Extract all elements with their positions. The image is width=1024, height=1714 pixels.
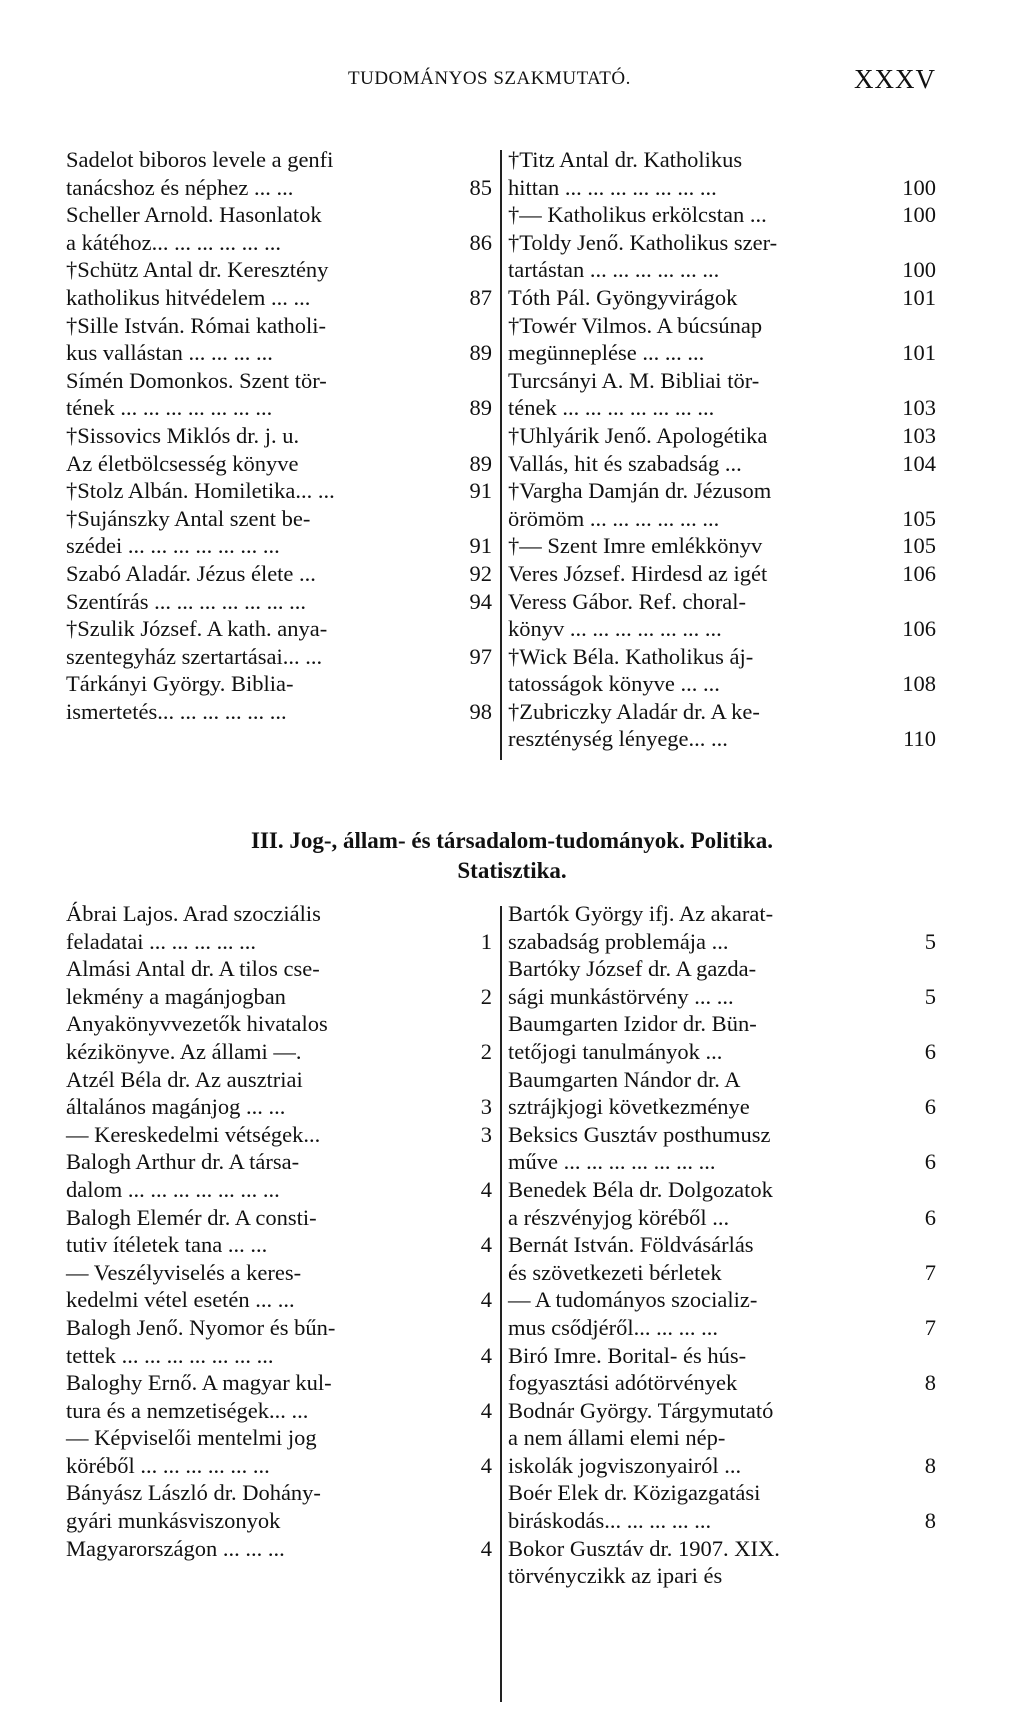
entry-title: Bányász László dr. Dohány- gyári munkásviszonyok Magyarországon ... ... ... bbox=[66, 1480, 321, 1561]
index-entry bbox=[66, 367, 494, 422]
entry-title: Biró Imre. Borital- és hús- fogyasztási adótörvények bbox=[508, 1342, 747, 1396]
page-number: XXXV bbox=[854, 64, 936, 94]
index-entry bbox=[66, 1148, 494, 1203]
entry-title: †— Katholikus erkölcstan ... bbox=[508, 202, 767, 228]
index-entry bbox=[66, 1314, 494, 1369]
entry-page-number: 1 bbox=[480, 928, 492, 954]
entry-page-number: 103 bbox=[902, 422, 936, 448]
entry-page-number: 94 bbox=[469, 588, 492, 614]
index-entry bbox=[66, 422, 494, 477]
index-entry bbox=[66, 1010, 494, 1065]
entry-title: Benedek Béla dr. Dolgozatok a részvényjog köréből ... bbox=[508, 1176, 773, 1230]
index-entry bbox=[508, 900, 938, 955]
entry-title: †Towér Vilmos. A búcsúnap megünneplése ... ... ... bbox=[508, 312, 763, 366]
entry-page-number: 5 bbox=[924, 928, 936, 954]
entry-page-number: 110 bbox=[903, 726, 936, 752]
index-entry bbox=[508, 1010, 938, 1065]
entry-page-number: 2 bbox=[480, 1038, 492, 1064]
entry-page-number: 4 bbox=[480, 1397, 492, 1423]
index-entry bbox=[66, 505, 494, 560]
entry-title: Szentírás ... ... ... ... ... ... ... bbox=[66, 588, 306, 614]
entry-page-number: 7 bbox=[924, 1314, 936, 1340]
entry-page-number: 89 bbox=[469, 450, 492, 476]
page-header bbox=[0, 64, 1024, 104]
entry-page-number: 3 bbox=[480, 1094, 492, 1120]
entry-title: Bokor Gusztáv dr. 1907. XIX. törvényczikk az ipari és bbox=[508, 1535, 780, 1589]
entry-title: Tóth Pál. Gyöngyvirágok bbox=[508, 284, 738, 310]
index-entry bbox=[66, 900, 494, 955]
entry-title: Veres József. Hirdesd az igét bbox=[508, 560, 768, 586]
entry-page-number: 4 bbox=[480, 1535, 492, 1561]
entry-title: Bartók György ifj. Az akarat- szabadság problemája ... bbox=[508, 901, 774, 954]
entry-title: Szabó Aladár. Jézus élete ... bbox=[66, 560, 316, 586]
entry-page-number: 100 bbox=[902, 257, 936, 283]
index-entry bbox=[508, 284, 938, 312]
entry-page-number: 89 bbox=[469, 395, 492, 421]
index-entry bbox=[508, 367, 938, 422]
index-entry bbox=[508, 1535, 938, 1590]
entry-page-number: 5 bbox=[924, 983, 936, 1009]
entry-title: Vallás, hit és szabadság ... bbox=[508, 450, 742, 476]
index-entry bbox=[508, 146, 938, 201]
entry-page-number: 4 bbox=[480, 1342, 492, 1368]
index-entry bbox=[66, 1204, 494, 1259]
index-entry bbox=[66, 560, 494, 588]
entry-title: Atzél Béla dr. Az ausztriai általános magánjog ... ... bbox=[66, 1066, 303, 1120]
entry-page-number: 87 bbox=[469, 284, 492, 310]
index-entry bbox=[66, 201, 494, 256]
entry-page-number: 8 bbox=[924, 1370, 936, 1396]
entry-title: †Sissovics Miklós dr. j. u. Az életbölcsesség könyve bbox=[66, 422, 300, 476]
entry-title: Veress Gábor. Ref. choral- könyv ... ... ... ... ... ... ... bbox=[508, 588, 747, 642]
entry-title: †Sujánszky Antal szent be- szédei ... ... ... ... ... ... ... bbox=[66, 505, 311, 559]
entry-page-number: 91 bbox=[469, 478, 492, 504]
index-entry bbox=[66, 1259, 494, 1314]
entry-title: Boér Elek dr. Közigazgatási biráskodás... ... ... ... ... bbox=[508, 1480, 761, 1534]
index-entry bbox=[508, 1286, 938, 1341]
entry-page-number: 105 bbox=[902, 533, 936, 559]
entry-page-number: 8 bbox=[924, 1508, 936, 1534]
entry-title: Baloghy Ernő. A magyar kul- tura és a nemzetiségek... ... bbox=[66, 1370, 332, 1423]
index-entry bbox=[508, 1342, 938, 1397]
entry-title: †Szulik József. A kath. anya- szentegyház szertartásai... ... bbox=[66, 616, 328, 669]
entry-title: Anyakönyvvezetők hivatalos kézikönyve. Az állami —. bbox=[66, 1011, 328, 1064]
entry-page-number: 2 bbox=[480, 983, 492, 1009]
index-entry bbox=[66, 1479, 494, 1562]
entry-page-number: 86 bbox=[469, 229, 492, 255]
index-column-bottom-left bbox=[66, 900, 494, 1562]
index-entry bbox=[508, 1479, 938, 1534]
entry-page-number: 4 bbox=[480, 1452, 492, 1478]
entry-page-number: 3 bbox=[480, 1121, 492, 1147]
index-entry bbox=[508, 229, 938, 284]
index-entry bbox=[66, 1369, 494, 1424]
entry-page-number: 97 bbox=[469, 643, 492, 669]
entry-title: — Veszélyviselés a keres- kedelmi vétel esetén ... ... bbox=[66, 1259, 302, 1313]
entry-page-number: 101 bbox=[902, 340, 936, 366]
entry-title: †Toldy Jenő. Katholikus szer- tartástan ... ... ... ... ... ... bbox=[508, 229, 778, 283]
index-entry bbox=[66, 312, 494, 367]
index-entry bbox=[66, 588, 494, 616]
index-entry bbox=[66, 1121, 494, 1149]
index-entry bbox=[66, 615, 494, 670]
index-column-top-left bbox=[66, 146, 494, 725]
entry-page-number: 4 bbox=[480, 1232, 492, 1258]
index-entry bbox=[66, 1066, 494, 1121]
entry-title: †Zubriczky Aladár dr. A ke- reszténység lényege... ... bbox=[508, 698, 760, 752]
column-divider-top bbox=[500, 150, 502, 760]
index-entry bbox=[66, 477, 494, 505]
entry-page-number: 104 bbox=[902, 450, 936, 476]
index-entry bbox=[508, 450, 938, 478]
running-title: TUDOMÁNYOS SZAKMUTATÓ. bbox=[348, 68, 631, 89]
entry-page-number: 6 bbox=[924, 1204, 936, 1230]
entry-title: Scheller Arnold. Hasonlatok a kátéhoz... ... ... ... ... ... bbox=[66, 202, 322, 255]
entry-page-number: 8 bbox=[924, 1452, 936, 1478]
index-entry bbox=[66, 1424, 494, 1479]
index-entry bbox=[508, 1121, 938, 1176]
index-entry bbox=[508, 698, 938, 753]
column-divider-bottom bbox=[500, 906, 502, 1702]
entry-page-number: 100 bbox=[902, 174, 936, 200]
index-column-top-right bbox=[508, 146, 938, 753]
entry-title: Balogh Jenő. Nyomor és bűn- tettek ... ... ... ... ... ... ... bbox=[66, 1314, 336, 1368]
entry-page-number: 6 bbox=[924, 1038, 936, 1064]
entry-title: Almási Antal dr. A tilos cse- lekmény a magánjogban bbox=[66, 956, 320, 1009]
entry-title: Balogh Arthur dr. A társa- dalom ... ... ... ... ... ... ... bbox=[66, 1149, 300, 1202]
entry-page-number: 92 bbox=[469, 560, 492, 586]
section-heading-line1: III. Jog-, állam- és társadalom-tudományok. Politika. bbox=[251, 828, 773, 853]
entry-title: Sadelot biboros levele a genfi tanácshoz és néphez ... ... bbox=[66, 147, 334, 200]
index-entry bbox=[508, 477, 938, 532]
entry-title: Bartóky József dr. A gazda- sági munkástörvény ... ... bbox=[508, 956, 757, 1009]
index-entry bbox=[508, 312, 938, 367]
entry-title: Beksics Gusztáv posthumusz műve ... ... ... ... ... ... ... bbox=[508, 1121, 771, 1175]
entry-page-number: 106 bbox=[902, 616, 936, 642]
entry-title: Símén Domonkos. Szent tör- tének ... ... ... ... ... ... ... bbox=[66, 367, 327, 421]
entry-title: †Sille István. Római katholi- kus vallástan ... ... ... ... bbox=[66, 312, 326, 366]
section-heading bbox=[0, 826, 1024, 886]
entry-title: — Képviselői mentelmi jog köréből ... ... ... ... ... ... bbox=[66, 1425, 317, 1478]
index-entry bbox=[508, 560, 938, 588]
entry-title: Balogh Elemér dr. A consti- tutiv ítéletek tana ... ... bbox=[66, 1204, 317, 1258]
entry-title: †Schütz Antal dr. Keresztény katholikus hitvédelem ... ... bbox=[66, 257, 329, 310]
entry-title: †— Szent Imre emlékkönyv bbox=[508, 533, 763, 559]
entry-page-number: 91 bbox=[469, 533, 492, 559]
entry-title: — Kereskedelmi vétségek... bbox=[66, 1121, 321, 1147]
entry-page-number: 4 bbox=[480, 1176, 492, 1202]
entry-title: — A tudományos szocializ- mus csődjéről... ... ... ... bbox=[508, 1287, 758, 1340]
entry-title: †Stolz Albán. Homiletika... ... bbox=[66, 478, 335, 504]
entry-page-number: 101 bbox=[902, 284, 936, 310]
entry-title: †Wick Béla. Katholikus áj- tatosságok könyve ... ... bbox=[508, 643, 754, 697]
index-entry bbox=[508, 1066, 938, 1121]
entry-page-number: 98 bbox=[469, 698, 492, 724]
entry-title: Ábrai Lajos. Arad szocziális feladatai ... ... ... ... ... bbox=[66, 901, 321, 954]
entry-page-number: 105 bbox=[902, 505, 936, 531]
index-column-bottom-right bbox=[508, 900, 938, 1590]
index-entry bbox=[508, 955, 938, 1010]
entry-title: †Vargha Damján dr. Jézusom örömöm ... ... ... ... ... ... bbox=[508, 478, 772, 531]
index-entry bbox=[508, 422, 938, 450]
index-entry bbox=[66, 670, 494, 725]
entry-page-number: 89 bbox=[469, 340, 492, 366]
index-entry bbox=[508, 201, 938, 229]
entry-page-number: 106 bbox=[902, 560, 936, 586]
entry-page-number: 7 bbox=[924, 1259, 936, 1285]
index-entry bbox=[508, 532, 938, 560]
index-entry bbox=[508, 1397, 938, 1480]
entry-page-number: 100 bbox=[902, 202, 936, 228]
entry-title: Bernát István. Földvásárlás és szövetkezeti bérletek bbox=[508, 1232, 754, 1285]
entry-title: Bodnár György. Tárgymutató a nem állami elemi nép- iskolák jogviszonyairól ... bbox=[508, 1397, 774, 1478]
index-entry bbox=[508, 643, 938, 698]
index-entry bbox=[66, 955, 494, 1010]
entry-page-number: 103 bbox=[902, 395, 936, 421]
entry-title: †Titz Antal dr. Katholikus hittan ... ... ... ... ... ... ... bbox=[508, 147, 743, 200]
entry-title: Tárkányi György. Biblia- ismertetés... ... ... ... ... ... bbox=[66, 671, 294, 724]
entry-page-number: 4 bbox=[480, 1287, 492, 1313]
section-heading-line2: Statisztika. bbox=[457, 858, 567, 883]
index-entry bbox=[508, 588, 938, 643]
index-entry bbox=[66, 256, 494, 311]
entry-title: Baumgarten Nándor dr. A sztrájkjogi következménye bbox=[508, 1066, 750, 1120]
index-entry bbox=[508, 1231, 938, 1286]
index-entry bbox=[66, 146, 494, 201]
entry-page-number: 108 bbox=[902, 671, 936, 697]
entry-title: Turcsányi A. M. Bibliai tör- tének ... ... ... ... ... ... ... bbox=[508, 367, 760, 421]
entry-page-number: 85 bbox=[469, 174, 492, 200]
entry-page-number: 6 bbox=[924, 1094, 936, 1120]
entry-page-number: 6 bbox=[924, 1149, 936, 1175]
entry-title: †Uhlyárik Jenő. Apologétika bbox=[508, 422, 768, 448]
entry-title: Baumgarten Izidor dr. Bün- tetőjogi tanulmányok ... bbox=[508, 1011, 757, 1064]
index-entry bbox=[508, 1176, 938, 1231]
